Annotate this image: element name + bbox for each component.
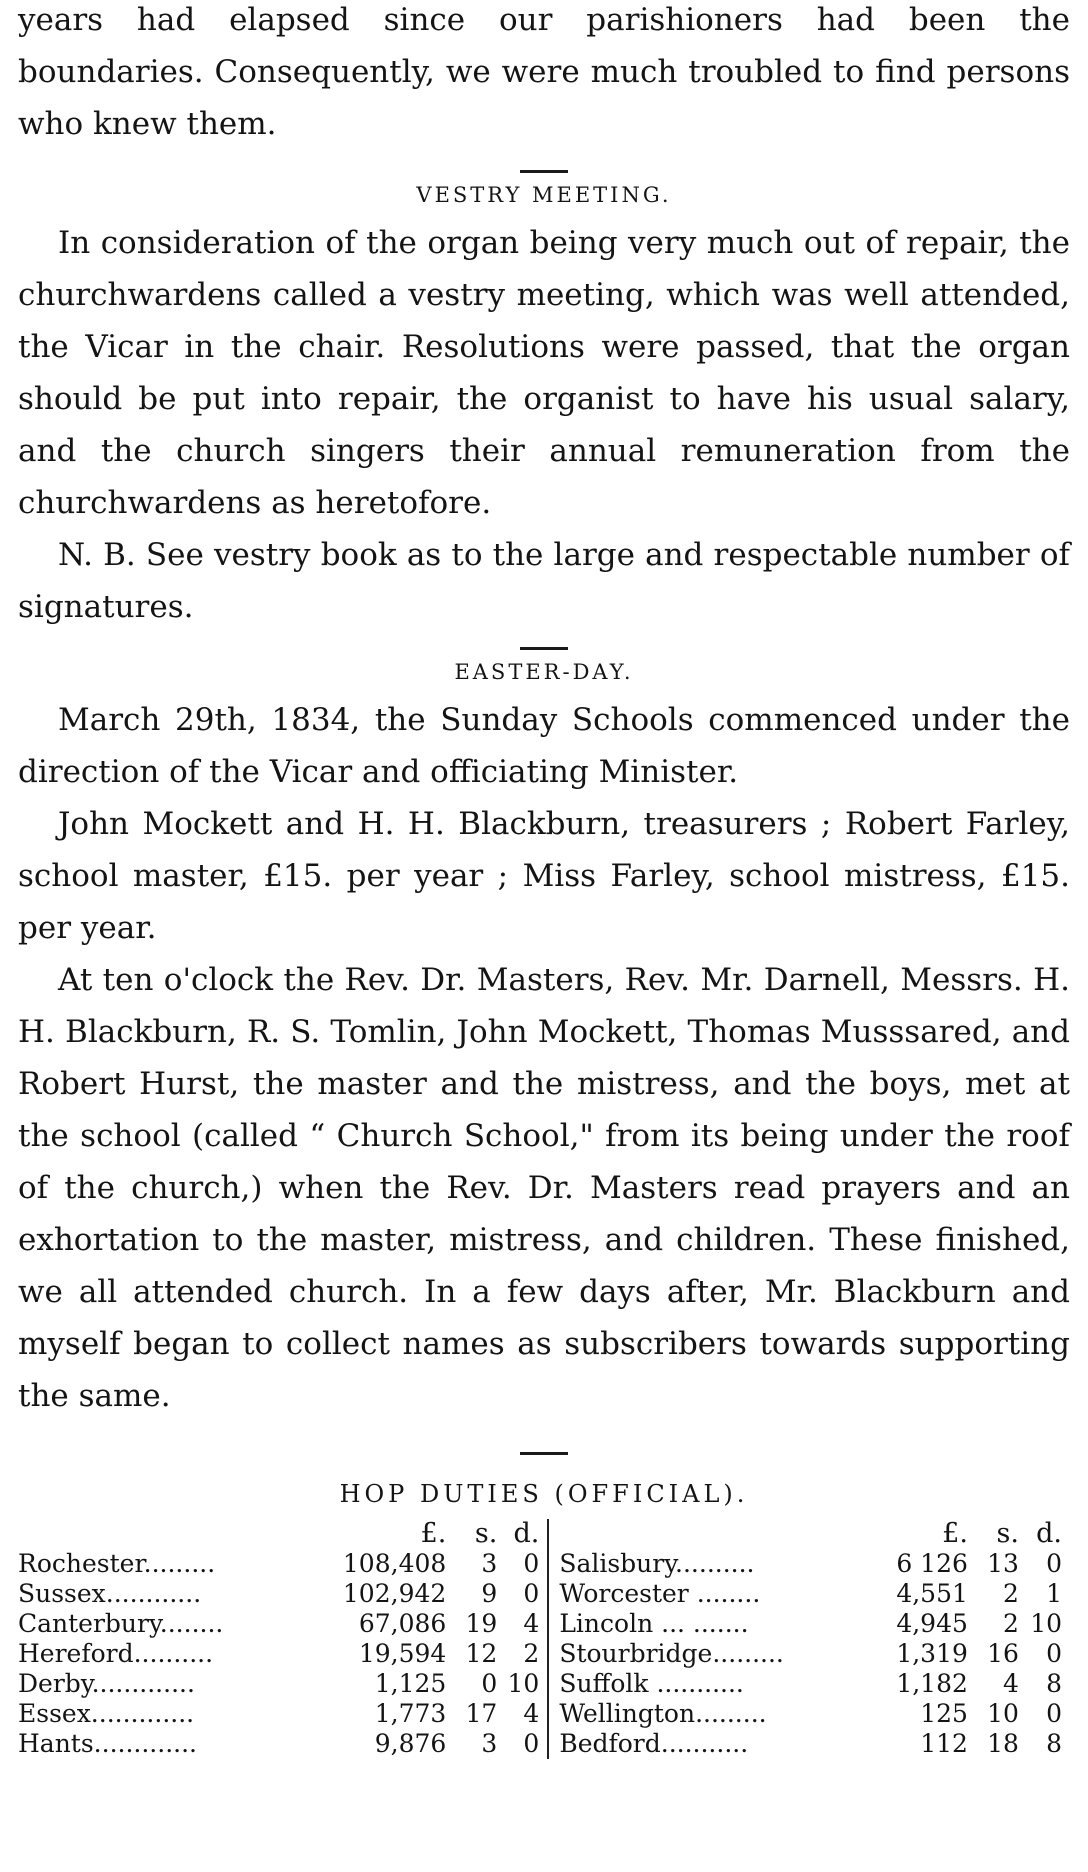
shillings-column-header: s.: [996, 1518, 1019, 1549]
paragraph-school-meeting: At ten o'clock the Rev. Dr. Masters, Rev. Mr. Darnell, Messrs. H. H. Blackburn, R. S. Tomlin, John Mockett, Thomas Musssared, and Robert Hurst, the master and the mistress, and the boys, met at the school (called “ Church School," from its being under the roof of the church,) when the Rev. Dr. Masters read prayers and an exhortation to the master, mistress, and children. These finished, we all attended church. In a few days after, Mr. Blackburn and myself began to collect names as subscribers towards supporting the same.: [18, 962, 1070, 1414]
district-name: Hants.............: [18, 1729, 197, 1758]
shillings-value: 0: [481, 1669, 498, 1698]
hop-duties-table: [18, 1519, 1070, 1759]
shillings-value: 3: [481, 1549, 498, 1578]
pounds-value: 102,942: [342, 1579, 447, 1608]
pence-value: 0: [1046, 1639, 1062, 1668]
pounds-value: 1,319: [896, 1639, 968, 1668]
table-row: [18, 1609, 1070, 1639]
district-name: Derby.............: [18, 1669, 195, 1698]
pence-value: 4: [523, 1699, 540, 1728]
pounds-value: 4,945: [896, 1609, 968, 1638]
pounds-value: 1,125: [374, 1669, 447, 1698]
pence-column-header: d.: [513, 1518, 540, 1549]
pounds-value: 19,594: [358, 1639, 447, 1668]
district-name: Essex.............: [18, 1699, 195, 1728]
pence-value: 0: [523, 1549, 540, 1578]
pounds-value: 108,408: [342, 1549, 447, 1578]
shillings-value: 9: [481, 1579, 498, 1608]
shillings-value: 4: [1003, 1669, 1019, 1698]
pence-value: 8: [1046, 1729, 1062, 1758]
table-row: [18, 1729, 1070, 1759]
pounds-value: 6 126: [896, 1549, 968, 1578]
table-row: [18, 1579, 1070, 1609]
table-row: [18, 1549, 1070, 1579]
district-name: Lincoln ... .......: [548, 1609, 866, 1639]
shillings-value: 19: [465, 1609, 498, 1638]
district-name: Stourbridge.........: [548, 1639, 866, 1669]
pence-value: 0: [523, 1579, 540, 1608]
pence-value: 8: [1046, 1669, 1062, 1698]
shillings-value: 2: [1003, 1579, 1019, 1608]
pounds-value: 1,182: [896, 1669, 968, 1698]
shillings-value: 16: [987, 1639, 1019, 1668]
pounds-value: 125: [920, 1699, 968, 1728]
pence-value: 10: [507, 1669, 540, 1698]
district-name: Canterbury........: [18, 1609, 224, 1638]
pence-value: 1: [1046, 1579, 1062, 1608]
pounds-value: 112: [920, 1729, 968, 1758]
shillings-column-header: s.: [474, 1518, 498, 1549]
paragraph-nota-bene: N. B. See vestry book as to the large and respectable number of signatures.: [18, 537, 1070, 625]
pounds-value: 4,551: [896, 1579, 968, 1608]
heading-vestry-meeting: VESTRY MEETING.: [416, 183, 672, 207]
paragraph-vestry-meeting: In consideration of the organ being very much out of repair, the churchwardens called a vestry meeting, which was well attended, the Vicar in the chair. Resolutions were passed, that the organ should be put into repair, the organist to have his usual salary, and the church singers their annual remuneration from the churchwardens as heretofore.: [18, 225, 1070, 521]
district-name: Bedford...........: [548, 1729, 866, 1759]
pounds-column-header: £.: [942, 1518, 968, 1549]
pounds-value: 67,086: [358, 1609, 447, 1638]
table-row: [18, 1699, 1070, 1729]
table-row: [18, 1669, 1070, 1699]
shillings-value: 3: [481, 1729, 498, 1758]
district-name: Wellington.........: [548, 1699, 866, 1729]
pence-value: 4: [523, 1609, 540, 1638]
pounds-column-header: £.: [420, 1518, 447, 1549]
pounds-value: 9,876: [374, 1729, 447, 1758]
section-divider: [520, 1452, 568, 1455]
pence-column-header: d.: [1036, 1518, 1062, 1549]
heading-hop-duties: HOP DUTIES (OFFICIAL).: [339, 1480, 749, 1508]
pence-value: 0: [1046, 1549, 1062, 1578]
table-header-row: [18, 1519, 1070, 1549]
heading-easter-day: EASTER-DAY.: [454, 660, 634, 684]
shillings-value: 12: [465, 1639, 498, 1668]
pence-value: 10: [1030, 1609, 1062, 1638]
pence-value: 2: [523, 1639, 540, 1668]
shillings-value: 13: [987, 1549, 1019, 1578]
shillings-value: 17: [465, 1699, 498, 1728]
pounds-value: 1,773: [374, 1699, 447, 1728]
district-name: Suffolk ...........: [548, 1669, 866, 1699]
table-row: [18, 1639, 1070, 1669]
shillings-value: 18: [987, 1729, 1019, 1758]
pence-value: 0: [523, 1729, 540, 1758]
district-name: Salisbury..........: [548, 1549, 866, 1579]
paragraph-treasurers: John Mockett and H. H. Blackburn, treasurers ; Robert Farley, school master, £15. per year ; Miss Farley, school mistress, £15. per year.: [18, 806, 1070, 946]
pence-value: 0: [1046, 1699, 1062, 1728]
district-name: Rochester.........: [18, 1549, 216, 1578]
document-page: [18, 0, 1070, 1759]
paragraph-sunday-schools: March 29th, 1834, the Sunday Schools commenced under the direction of the Vicar and officiating Minister.: [18, 702, 1070, 790]
district-name: Worcester ........: [548, 1579, 866, 1609]
district-name: Hereford..........: [18, 1639, 214, 1668]
shillings-value: 10: [987, 1699, 1019, 1728]
paragraph-boundaries: years had elapsed since our parishioners had been the boundaries. Consequently, we were much troubled to find persons who knew them.: [18, 2, 1070, 142]
shillings-value: 2: [1003, 1609, 1019, 1638]
district-name: Sussex............: [18, 1579, 202, 1608]
